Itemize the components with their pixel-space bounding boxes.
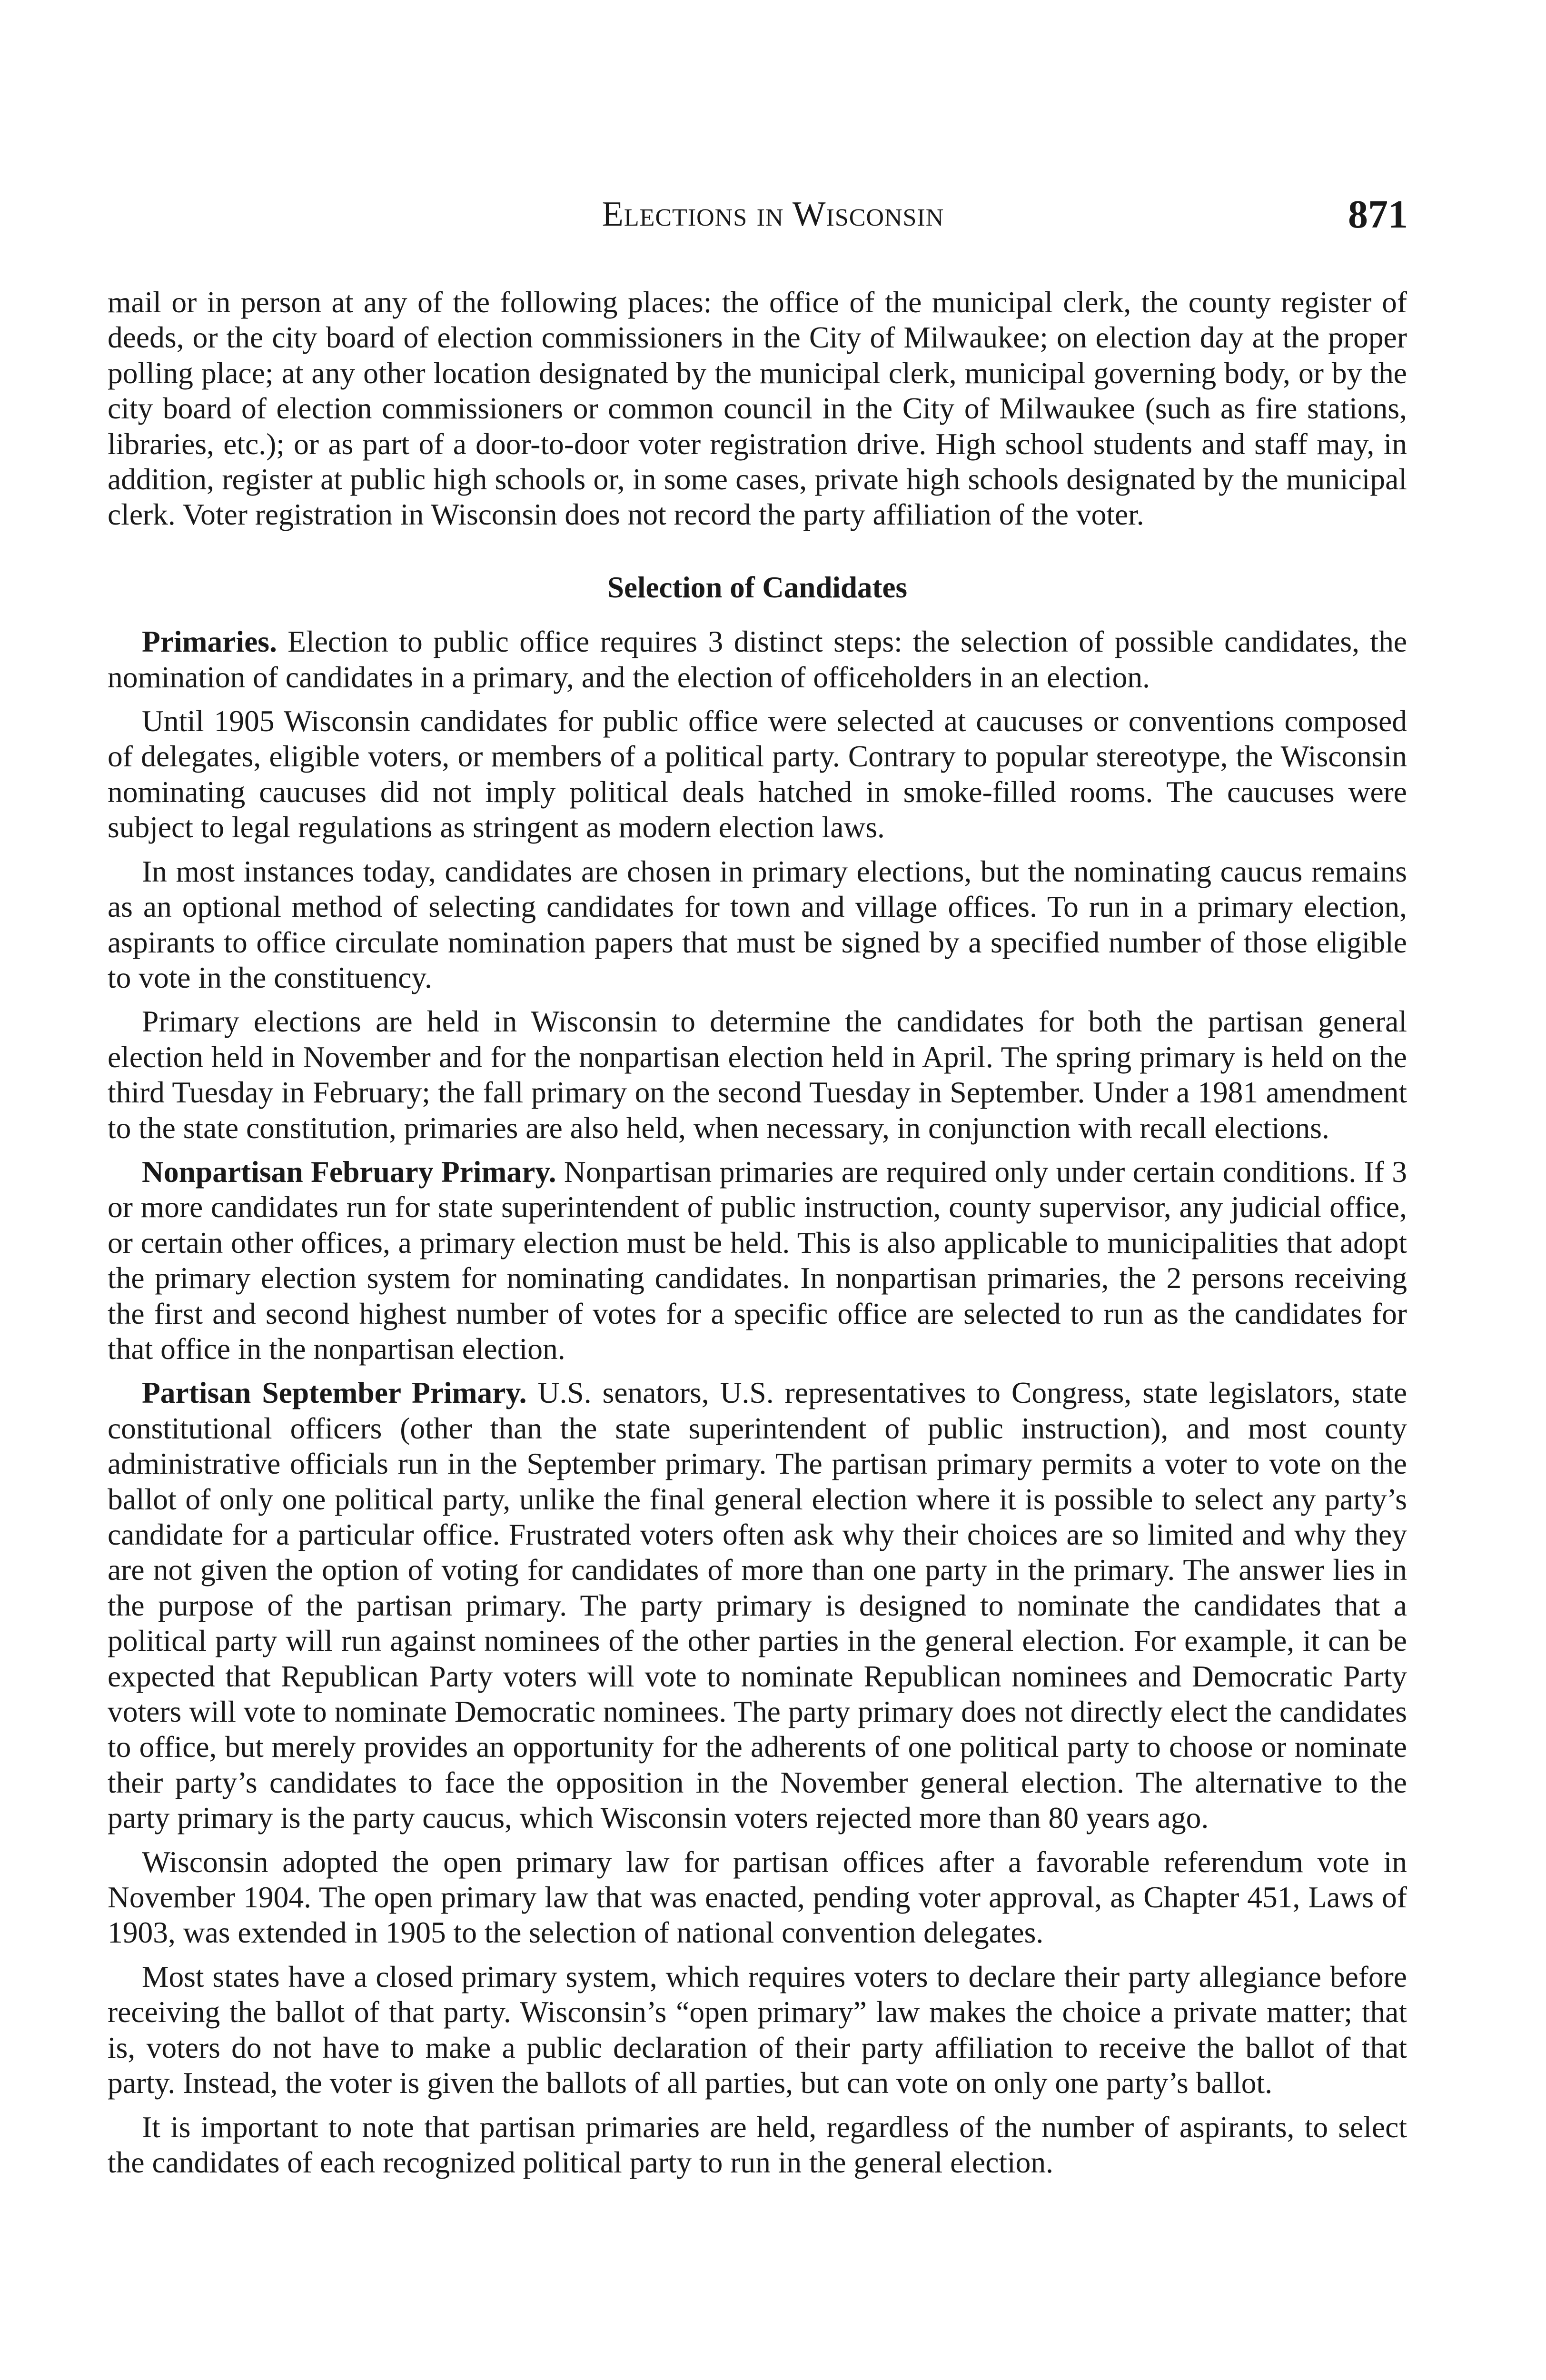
partisan-run-in-heading: Partisan September Primary. — [142, 1376, 527, 1410]
text-body — [108, 285, 1407, 2180]
primaries-run-in-heading: Primaries. — [142, 625, 277, 659]
partisan-paragraph-1 — [108, 1375, 1407, 1835]
nonpartisan-paragraph-text: Nonpartisan primaries are required only under certain conditions. If 3 or more candidates run for state superintendent of public instruction, county supervisor, any judicial office, or certain other offices, a primary election must be held. This is also applicable to municipalities that adopt the primary election system for nominating candidates. In nonpartisan primaries, the 2 persons receiving the first and second highest number of votes for a specific office are selected to run as the candidates for that office in the nonpartisan election. — [108, 1154, 1407, 1366]
primaries-paragraph-1-text: Election to public office requires 3 distinct steps: the selection of possible candidates, the nomination of candidates in a primary, and the election of officeholders in an election. — [108, 625, 1407, 694]
primaries-paragraph-4: Primary elections are held in Wisconsin to determine the candidates for both the partisan general election held in November and for the nonpartisan election held in April. The spring primary is held on the third Tuesday in February; the fall primary on the second Tuesday in September. Under a 1981 amendment to the state constitution, primaries are also held, when necessary, in conjunction with recall elections. — [108, 1004, 1407, 1145]
running-head-title: Elections in Wisconsin — [602, 195, 944, 234]
partisan-paragraph-4: It is important to note that partisan primaries are held, regardless of the number of aspirants, to select the candidates of each recognized political party to run in the general election. — [108, 2110, 1407, 2179]
partisan-paragraph-2: Wisconsin adopted the open primary law for partisan offices after a favorable referendum vote in November 1904. The open primary law that was enacted, pending voter approval, as Chapter 451, Laws of 1903, was extended in 1905 to the selection of national convention delegates. — [108, 1844, 1407, 1950]
running-head — [0, 194, 1546, 247]
section-heading: Selection of Candidates — [607, 570, 907, 604]
nonpartisan-paragraph — [108, 1154, 1407, 1367]
intro-paragraph: mail or in person at any of the following places: the office of the municipal clerk, the county register of deeds, or the city board of election commissioners in the City of Milwaukee; on election day at the proper polling place; at any other location designated by the municipal clerk, municipal governing body, or by the city board of election commissioners or common council in the City of Milwaukee (such as fire stations, libraries, etc.); or as part of a door-to-door voter registration drive. High school students and staff may, in addition, register at public high schools or, in some cases, private high schools designated by the municipal clerk. Voter registration in Wisconsin does not record the party affiliation of the voter. — [108, 285, 1407, 532]
page-number: 871 — [1348, 192, 1408, 237]
primaries-paragraph-2: Until 1905 Wisconsin candidates for public office were selected at caucuses or conventions composed of delegates, eligible voters, or members of a political party. Contrary to popular stereotype, the Wisconsin nominating caucuses did not imply political deals hatched in smoke-filled rooms. The caucuses were subject to legal regulations as stringent as modern election laws. — [108, 704, 1407, 844]
primaries-paragraph-3: In most instances today, candidates are chosen in primary elections, but the nominating caucus remains as an optional method of selecting candidates for town and village offices. To run in a primary election, aspirants to office circulate nomination papers that must be signed by a specified number of those eligible to vote in the constituency. — [108, 854, 1407, 994]
primaries-paragraph-1 — [108, 624, 1407, 695]
partisan-paragraph-1-text: U.S. senators, U.S. representatives to Congress, state legislators, state constitutional officers (other than the state superintendent of public instruction), and most county administrative officials run in the September primary. The partisan primary permits a voter to vote on the ballot of only one political party, unlike the final general election where it is possible to select any party’s candidate for a particular office. Frustrated voters often ask why their choices are so limited and why they are not given the option of voting for candidates of more than one party in the primary. The answer lies in the purpose of the partisan primary. The party primary is designed to nominate the candidates that a political party will run against nominees of the other parties in the general election. For example, it can be expected that Republican Party voters will vote to nominate Republican nominees and Democratic Party voters will vote to nominate Democratic nominees. The party primary does not directly elect the candidates to office, but merely provides an opportunity for the adherents of one political party to choose or nominate their party’s candidates to face the opposition in the November general election. The alternative to the party primary is the party caucus, which Wisconsin voters rejected more than 80 years ago. — [108, 1376, 1407, 1835]
nonpartisan-run-in-heading: Nonpartisan February Primary. — [142, 1154, 556, 1189]
partisan-paragraph-3: Most states have a closed primary system, which requires voters to declare their party allegiance before receiving the ballot of that party. Wisconsin’s “open primary” law makes the choice a private matter; that is, voters do not have to make a public declaration of their party affiliation to receive the ballot of that party. Instead, the voter is given the ballots of all parties, but can vote on only one party’s ballot. — [108, 1959, 1407, 2100]
